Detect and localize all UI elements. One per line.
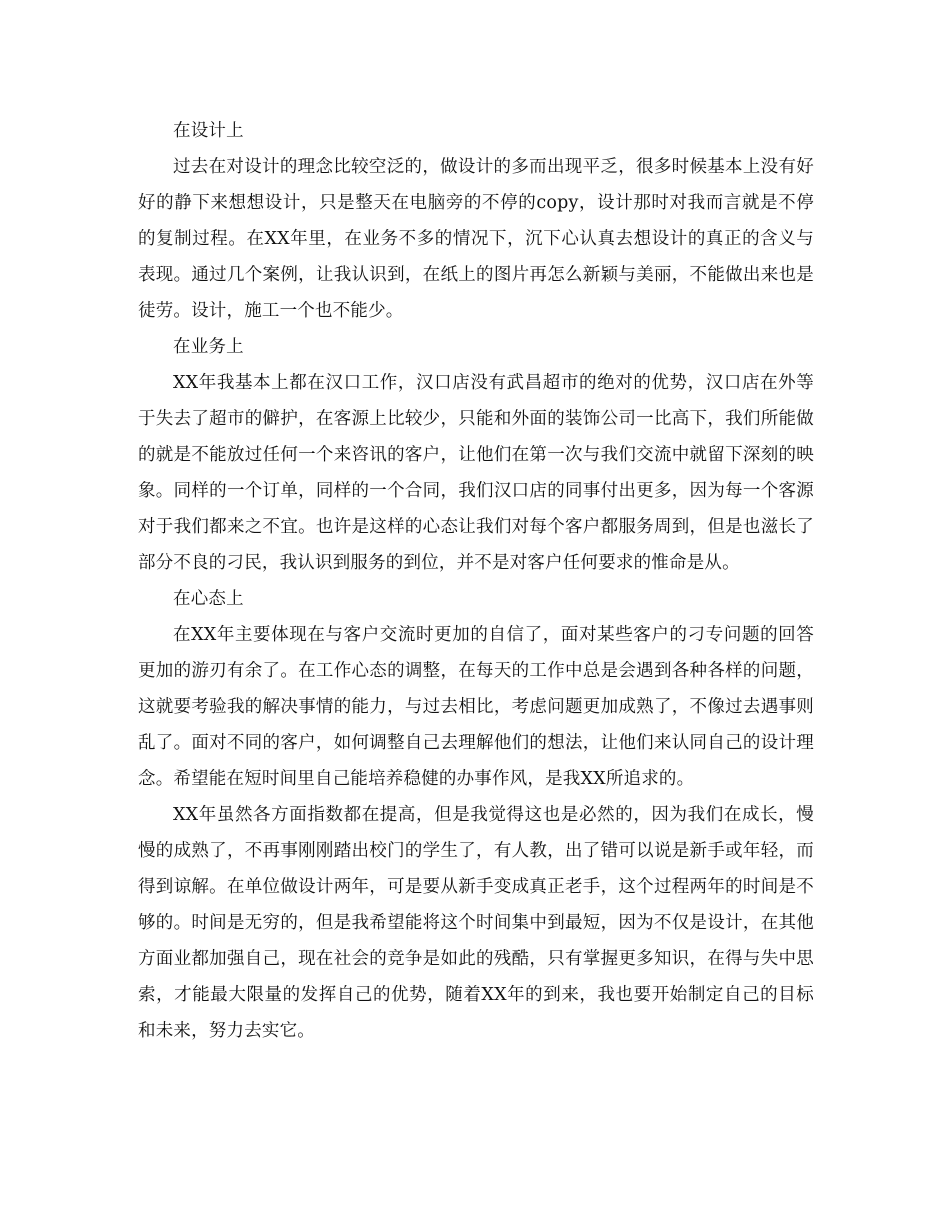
section-heading-design: 在设计上 [173,121,244,141]
paragraph-design: 过去在对设计的理念比较空泛的，做设计的多而出现平乏，很多时候基本上没有好好的静下来想想设计，只是整天在电脑旁的不停的copy，设计那时对我而言就是不停的复制过程。在XX年里，在业务不多的情况下，沉下心认真去想设计的真正的含义与表现。通过几个案例，让我认识到，在纸上的图片再怎么新颖与美丽，不能做出来也是徒劳。设计，施工一个也不能少。 [138,157,814,321]
section-heading-business: 在业务上 [173,337,244,357]
paragraph-mindset: 在XX年主要体现在与客户交流时更加的自信了，面对某些客户的刁专问题的回答更加的游刃有余了。在工作心态的调整，在每天的工作中总是会遇到各种各样的问题，这就要考验我的解决事情的能力，与过去相比，考虑问题更加成熟了，不像过去遇事则乱了。面对不同的客户，如何调整自己去理解他们的想法，让他们来认同自己的设计理念。希望能在短时间里自己能培养稳健的办事作风，是我XX所追求的。 [138,625,814,789]
paragraph-conclusion: XX年虽然各方面指数都在提高，但是我觉得这也是必然的，因为我们在成长，慢慢的成熟了，不再事刚刚踏出校门的学生了，有人教，出了错可以说是新手或年轻，而得到谅解。在单位做设计两年，可是要从新手变成真正老手，这个过程两年的时间是不够的。时间是无穷的，但是我希望能将这个时间集中到最短，因为不仅是设计，在其他方面业都加强自己，现在社会的竞争是如此的残酷，只有掌握更多知识，在得与失中思索，才能最大限量的发挥自己的优势，随着XX年的到来，我也要开始制定自己的目标和未来，努力去实它。 [138,805,814,1041]
paragraph-business: XX年我基本上都在汉口工作，汉口店没有武昌超市的绝对的优势，汉口店在外等于失去了超市的僻护，在客源上比较少，只能和外面的装饰公司一比高下，我们所能做的就是不能放过任何一个来咨讯的客户，让他们在第一次与我们交流中就留下深刻的映象。同样的一个订单，同样的一个合同，我们汉口店的同事付出更多，因为每一个客源对于我们都来之不宜。也许是这样的心态让我们对每个客户都服务周到，但是也滋长了部分不良的刁民，我认识到服务的到位，并不是对客户任何要求的惟命是从。 [138,373,814,573]
section-heading-mindset: 在心态上 [173,589,244,609]
document-body [138,113,814,1049]
